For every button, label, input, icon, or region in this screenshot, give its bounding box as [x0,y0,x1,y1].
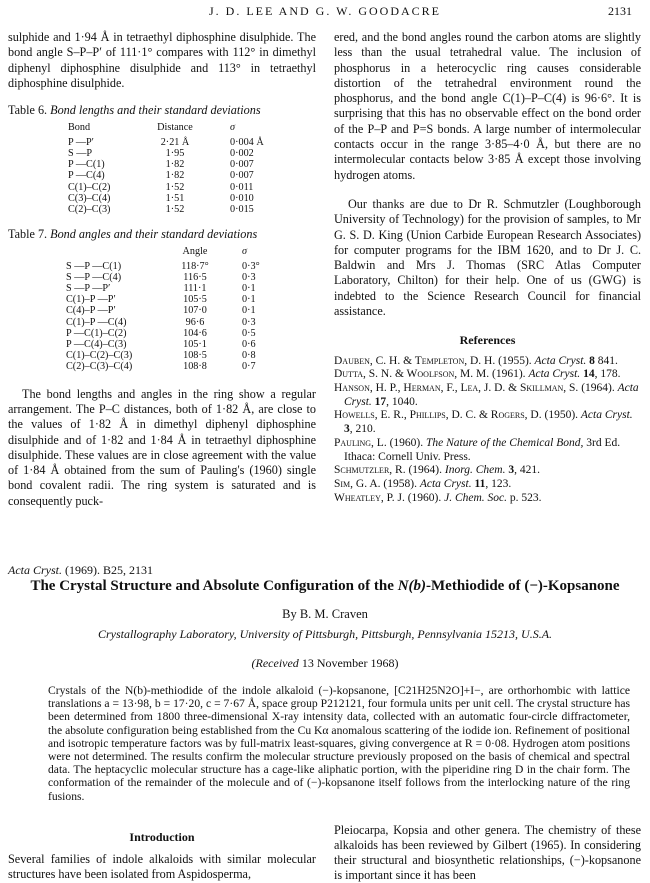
ref-pages: , 421. [514,464,540,477]
table7-caption-text: Bond angles and their standard deviations [50,227,258,242]
table-row [68,204,290,215]
table-row [68,159,290,170]
cell-sigma: 0·1 [242,294,256,306]
cell-angle-value: 96·6 [185,316,205,328]
reference-item [334,382,641,409]
cell-distance: 1·52 [165,203,185,215]
cell-angle-name: S —P —P′ [66,283,111,295]
reference-item [334,437,641,464]
cell-distance: 1·95 [165,147,185,159]
cell-sigma: 0·8 [242,350,256,362]
cell-bond: C(1)–C(2) [68,181,111,193]
ref-year: (1961). [492,368,526,381]
table7-caption [8,227,316,242]
ref-authors: Dutta, S. N. & Woolfson, M. M. [334,368,490,381]
ref-authors: Wheatley, P. J. [334,491,405,504]
ref-journal: The Nature of the Chemical Bond, [426,436,584,449]
cell-angle-name: S —P —C(4) [66,271,122,283]
ref-year: (1960). [407,491,442,504]
article-author: By B. M. Craven [282,607,368,621]
ref-pages: 3rd Ed. Ithaca: Cornell Univ. Press. [344,436,621,463]
cell-distance: 1·52 [165,181,185,193]
page-number: 2131 [608,4,632,18]
cell-angle-value: 104·6 [183,327,207,339]
ref-volume: 3 [508,464,515,477]
cell-sigma: 0·5 [242,327,256,339]
ref-sep: , [349,423,356,436]
cell-sigma: 0·004 Å [230,136,264,148]
cell-bond: P —C(4) [68,170,105,182]
ref-authors: Dauben, C. H. & Templeton, D. H. [334,354,496,367]
ref-authors: Schmutzler, R. [334,464,406,477]
journal-reference [8,563,153,578]
table-row [68,170,290,181]
table-row [66,305,292,316]
cell-angle-value: 108·5 [183,350,207,362]
table-row [68,137,290,148]
ref-volume: 8 [589,354,595,367]
left-paragraph-2: The bond lengths and angles in the ring show a regular arrangement. The P–C distances, both of 1·82 Å, are close to the values of 1·82 Å in dimethyl diphenyl diphosphine disulphide and of 1·82 and 1·84 Å in tetraethyl diphosphine disulphide. These values are in close agreement with the value of 1·84 Å obtained from the sum of Pauling's (1960) single bond covalent radii. The ring system is saturated and is consequently puck- [8,386,316,508]
page-header [0,4,650,20]
cell-bond: C(3)–C(4) [68,192,111,204]
cell-bond: S —P [68,147,93,159]
cell-sigma: 0·010 [230,192,254,204]
cell-angle-value: 105·5 [183,294,207,306]
title-part-1: The Crystal Structure and Absolute Configuration of the [30,578,398,594]
cell-sigma: 0·015 [230,203,254,215]
table6-number: Table 6. [8,103,48,118]
cell-bond: P —C(1) [68,159,105,171]
ref-volume: 14 [583,368,595,381]
table-row [66,294,292,305]
ref-pages: 1040. [391,395,418,408]
ref-year: (1964). [581,382,615,395]
table-row [66,328,292,339]
table6-header-bond: Bond [68,122,91,134]
cell-sigma: 0·3 [242,271,256,283]
references-heading: References [459,333,516,348]
reference-item [334,492,641,506]
author-affiliation: Crystallography Laboratory, University of Pittsburgh, Pittsburgh, Pennsylvania 15213, U.S.A. [97,627,553,641]
ref-pages: 210. [355,423,376,436]
journal-name: Acta Cryst. [8,563,62,577]
introduction-left: Several families of indole alkaloids with similar molecular structures have been isolated from Aspidosperma, [8,852,316,881]
ref-authors: Hanson, H. P., Herman, F., Lea, J. D. & Skillman, S. [334,382,579,395]
table7 [66,246,292,372]
cell-angle-value: 118·7° [181,260,209,272]
table-row [66,261,292,272]
ref-authors: Pauling, L. [334,436,387,449]
ref-year: (1955). [498,354,532,367]
table-row [68,182,290,193]
ref-journal: Inorg. Chem. [444,464,506,477]
table6-caption-text: Bond lengths and their standard deviations [50,103,261,118]
cell-distance: 1·82 [165,170,185,182]
cell-sigma: 0·007 [230,159,254,171]
table6-header-sigma: σ [230,122,236,134]
ref-pages: 178. [600,368,621,381]
table-row [66,283,292,294]
table-row [66,350,292,361]
ref-pages: 841. [597,354,618,367]
cell-sigma: 0·011 [230,181,254,193]
table6-header-distance: Distance [157,122,193,134]
reference-item [334,355,641,369]
cell-sigma: 0·3° [242,260,260,272]
cell-angle-name: S —P —C(1) [66,260,122,272]
ref-authors: Howells, E. R., Phillips, D. C. & Rogers, D. [334,409,542,422]
right-column [334,30,641,505]
ref-pages: p. 523. [509,491,542,504]
ref-year: (1960). [389,436,424,449]
table-row [68,148,290,159]
table-row [66,361,292,372]
table6-caption [8,103,316,118]
introduction-heading: Introduction [129,830,195,844]
table-row [66,339,292,350]
table7-header-sigma: σ [242,246,248,258]
cell-angle-name: C(1)–P —P′ [66,294,116,306]
ref-volume: 3 [344,423,350,436]
cell-angle-name: P —C(4)–C(3) [66,339,127,351]
ref-sep: , [594,368,601,381]
cell-angle-value: 105·1 [183,339,207,351]
right-paragraph-1: ered, and the bond angles round the carbon atoms are slightly less than the usual tetrahedral value. The inclusion of phosphorus in a heterocyclic ring causes considerable distortion of the tetrahedral environment round the phosphorus, and the bond angle C(1)–P–C(4) is 96·6°. It is surprising that this has no observable effect on the bond order of the P–P and P=S bonds. A large number of intermolecular contacts occur in the range 3·85–4·0 Å, but there are no intermolecular contacts below 3·85 Å except those involving hydrogen atoms. [334,30,641,182]
ref-year: (1950). [544,409,579,422]
reference-item [334,368,641,382]
cell-angle-name: C(1)–P —C(4) [66,316,127,328]
reference-item [334,464,641,478]
title-part-2: -Methiodide of (−)-Kopsanone [426,578,620,594]
ref-volume: 11 [474,477,486,490]
received-date [0,656,650,671]
cell-distance: 1·82 [165,159,185,171]
cell-angle-name: C(2)–C(3)–C(4) [66,361,133,373]
ref-sep: , [386,395,392,408]
cell-angle-name: C(4)–P —P′ [66,305,116,317]
ref-journal: J. Chem. Soc. [444,491,508,504]
ref-journal: Acta Cryst. [534,354,587,367]
table7-header-angle: Angle [182,246,208,258]
cell-angle-value: 111·1 [183,283,207,295]
cell-angle-name: P —C(1)–C(2) [66,327,127,339]
references-list [334,355,641,506]
cell-angle-value: 108·8 [183,361,207,373]
article-title [0,578,650,595]
cell-sigma: 0·6 [242,339,256,351]
left-paragraph-1: sulphide and 1·94 Å in tetraethyl diphosphine disulphide. The bond angle S–P–P′ of 111·1° compares with 112° in dimethyl diphenyl diphosphine disulphide and 113° in tetraethyl diphosphine disulphide. [8,30,316,90]
ref-year: (1964). [408,464,442,477]
cell-bond: C(2)–C(3) [68,203,111,215]
cell-sigma: 0·7 [242,361,256,373]
left-column [8,30,316,509]
ref-pages: , 123. [485,477,512,490]
journal-volume-page: (1969). B25, 2131 [65,563,153,577]
cell-sigma: 0·002 [230,147,254,159]
cell-sigma: 0·007 [230,170,254,182]
ref-journal: Acta Cryst. [528,368,581,381]
received-value: 13 November 1968) [301,656,399,670]
ref-year: (1958). [383,477,417,490]
cell-angle-value: 107·0 [183,305,207,317]
table6 [68,122,290,215]
cell-bond: P —P′ [68,136,94,148]
cell-angle-name: C(1)–C(2)–C(3) [66,350,133,362]
ref-journal: Acta Cryst. [419,477,472,490]
table7-header-blank [66,246,170,260]
table-row [66,317,292,328]
reference-item [334,478,641,492]
table7-number: Table 7. [8,227,48,242]
cell-sigma: 0·1 [242,305,256,317]
cell-sigma: 0·3 [242,316,256,328]
cell-distance: 1·51 [165,192,185,204]
abstract: Crystals of the N(b)-methiodide of the indole alkaloid (−)-kopsanone, [C21H25N2O]+I−, are orthorhombic with lattice translations a = 13·98, b = 17·20, c = 7·67 Å, space group P212121, four formula units per unit cell. The crystal structure has been determined from 1800 three-dimensional X-ray intensity data, collected with an automatic four-circle diffractometer, the absolute configuration being established from the Cu Kα anomalous scattering of the iodide ion. Refinement of positional and isotropic temperature factors was by full-matrix least-squares, giving convergence at R = 0·08. Hydrogen atom positions were not determined. The results confirm the molecular structure previously proposed on the basis of chemical and spectral data. The heptacyclic molecular structure has a cage-like aliphatic portion, with the piperidine ring D in the chair form. The conformation of the remainder of the molecule and of (−)-kopsanone itself follows from the interlocking nature of the ring fusions. [48,684,630,803]
ref-volume: 17 [374,395,387,408]
table-row [66,272,292,283]
cell-distance: 2·21 Å [160,136,190,148]
title-italic: N(b) [397,578,427,594]
acknowledgements: Our thanks are due to Dr R. Schmutzler (Loughborough University of Technology) for the provision of samples, to Mr G. S. D. King (Union Carbide European Research Associates) for computer programs for the IBM 1620, and to Dr J. C. Baldwin and Mrs J. Thomas (SRC Atlas Computer Laboratory, Chilton) for their help. One of us (GWG) is indebted to the Science Research Council for financial assistance. [334,196,641,319]
ref-journal: Acta Cryst. [344,382,639,408]
received-label: (Received [251,656,299,670]
introduction-right: Pleiocarpa, Kopsia and other genera. The chemistry of these alkaloids has been reviewed by Gilbert (1965). In considering their structural and biosynthetic relationships, (−)-kopsanone is important since it has been [334,823,641,882]
table-row [68,193,290,204]
ref-journal: Acta Cryst. [580,409,633,422]
running-title: J. D. LEE AND G. W. GOODACRE [208,4,441,18]
ref-authors: Sim, G. A. [334,477,381,490]
cell-sigma: 0·1 [242,283,256,295]
reference-item [334,409,641,436]
cell-angle-value: 116·5 [183,271,207,283]
